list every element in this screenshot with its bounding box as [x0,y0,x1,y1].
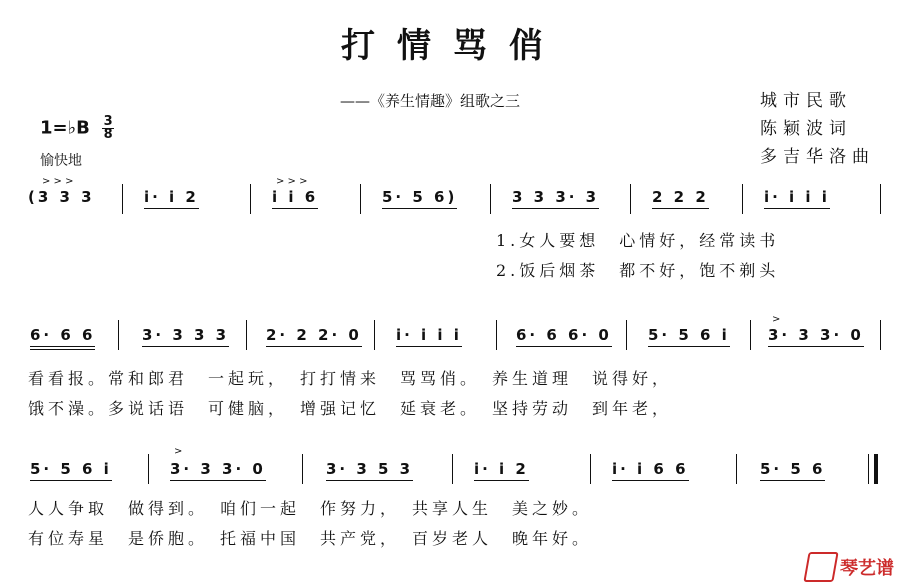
lyric-line-1: 看看报。常和郎君 一起玩， 打打情来 骂骂俏。 养生道理 说得好， [28,369,673,388]
credit-source: 城市民歌 [760,91,852,111]
measure: i· i i i [396,326,462,347]
measure: 3· 3 5 3 [326,460,413,481]
measure: 2· 2 2· 0 [266,326,362,347]
measure: 6· 6 6 [30,326,95,350]
measure: 5· 5 6) [382,188,457,209]
song-title: 打情骂俏 [341,26,565,66]
measure: 6· 6 6· 0 [516,326,612,347]
music-logo-icon [803,552,838,582]
measure: i i 6 [272,188,318,209]
measure: (3 3 3 [28,188,95,206]
measure: 5· 5 6 [760,460,825,481]
measure: 3· 3 3 3 [142,326,229,347]
measure: i· i 6 6 [612,460,689,481]
time-num: 3 [103,114,113,129]
measure: i· i i i [764,188,830,209]
watermark-text: 琴艺谱 [840,558,894,579]
measure: i· i 2 [474,460,529,481]
key-signature [40,116,114,141]
watermark-logo [806,552,894,582]
measure: 5· 5 6 i [30,460,112,481]
lyric-line-2: 2.饭后烟茶 都不好，饱不剃头 [496,261,780,280]
credit-composer: 多吉华洛曲 [760,147,875,167]
credit-lyricist: 陈颖波词 [760,119,852,139]
lyric-line-1: 人人争取 做得到。 咱们一起 作努力， 共享人生 美之妙。 [28,499,593,518]
key-text: 1=♭B [40,117,90,139]
lyric-line-2: 饿不澡。多说话语 可健脑， 增强记忆 延衰老。 坚持劳动 到年老， [28,399,673,418]
measure: 3· 3 3· 0 [768,326,864,347]
lyric-line-1: 1.女人要想 心情好，经常读书 [496,231,780,250]
measure: i· i 2 [144,188,199,209]
measure: 5· 5 6 i [648,326,730,347]
time-den: 8 [103,127,113,142]
time-signature [102,116,114,141]
measure: 3 3 3· 3 [512,188,599,209]
measure: 3· 3 3· 0 [170,460,266,481]
lyric-line-2: 有位寿星 是侨胞。 托福中国 共产党， 百岁老人 晚年好。 [28,529,593,548]
tempo-marking: 愉快地 [40,153,82,169]
measure: 2 2 2 [652,188,709,209]
subtitle: ——《养生情趣》组歌之三 [340,92,521,110]
